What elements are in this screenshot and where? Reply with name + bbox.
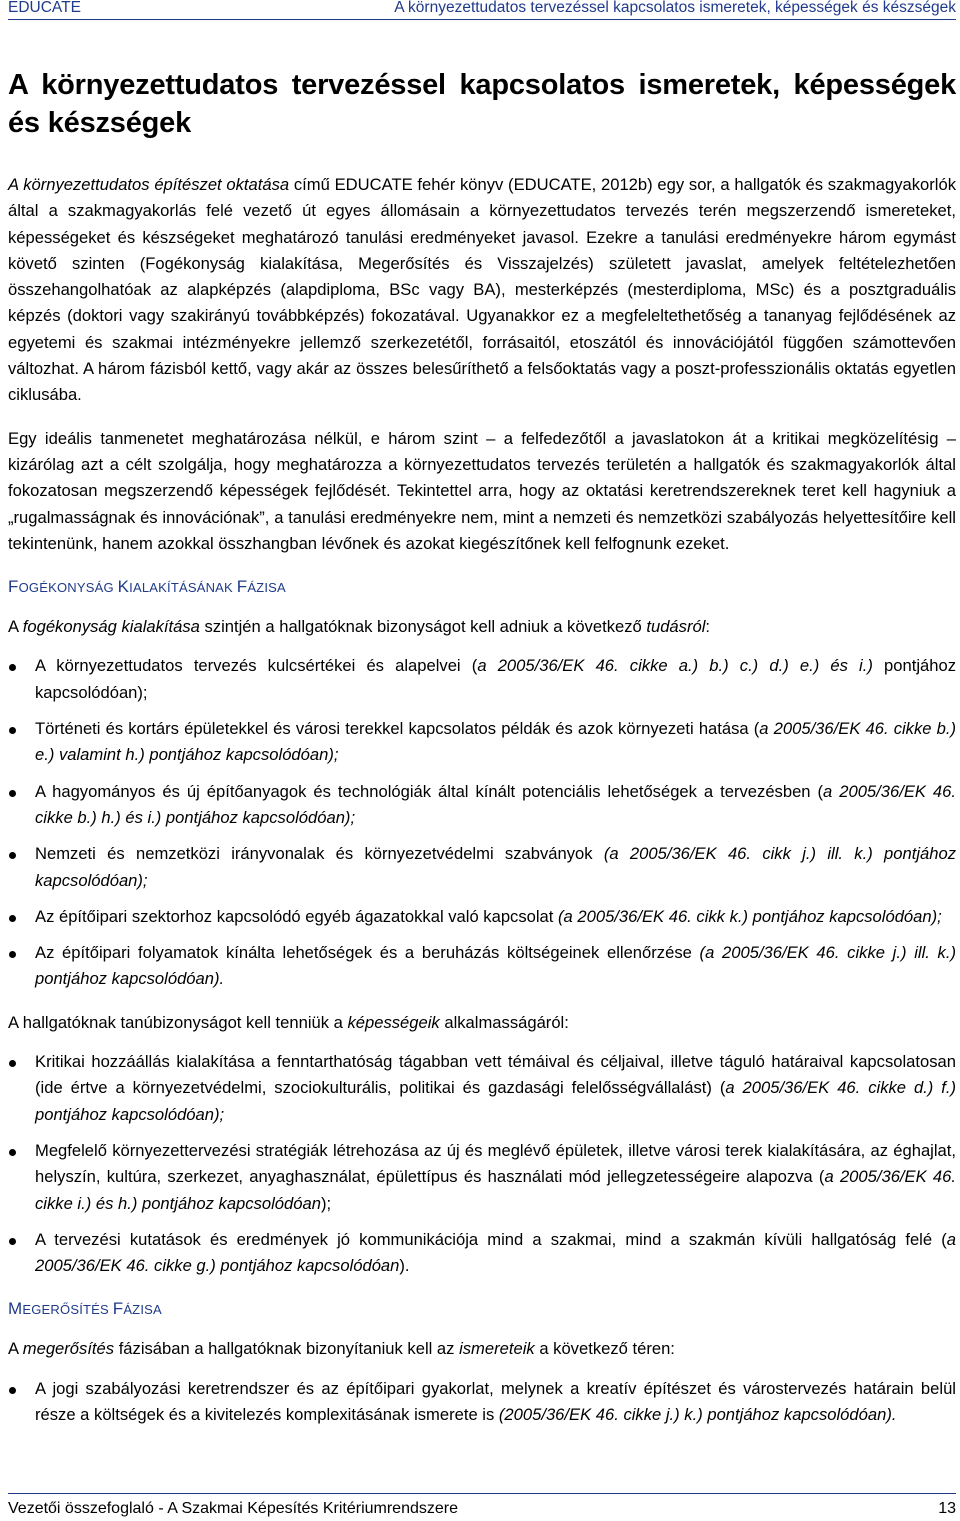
bullet-icon [9, 1149, 16, 1156]
knowledge-intro: A fogékonyság kialakítása szintjén a hallgatóknak bizonyságot kell adniuk a következő tudásról: [8, 617, 711, 637]
list-item: Megfelelő környezettervezési stratégiák létrehozása az új és meglévő épületek, illetve városi terek kialakítására, az éghajlat, helyszín, kultúra, szerkezet, anyaghasználat, épülettípus és használati mód jellegzetességeire alapozva (a 2005/36/EK 46. cikke i.) és h.) pontjához kapcsolódóan); [8, 1138, 956, 1217]
footer-rule [8, 1493, 956, 1494]
bullet-icon [9, 1060, 16, 1067]
consolidation-intro: A megerősítés fázisában a hallgatóknak bizonyítaniuk kell az ismereteik a következő téren: [8, 1339, 675, 1359]
page-number: 13 [938, 1500, 956, 1517]
bullet-icon [9, 915, 16, 922]
running-footer [8, 1499, 956, 1519]
skills-intro: A hallgatóknak tanúbizonyságot kell tenniük a képességeik alkalmasságáról: [8, 1012, 569, 1032]
list-item: Kritikai hozzáállás kialakítása a fenntarthatóság tágabban vett témáival és céljaival, illetve táguló határaival kapcsolatosan (ide értve a környezetvédelmi, szociokulturális, politikai és gazdasági felelősségvállalást) (a 2005/36/EK 46. cikke d.) f.) pontjához kapcsolódóan); [8, 1049, 956, 1128]
list-item: A tervezési kutatások és eredmények jó kommunikációja mind a szakmai, mind a szakmán kívüli hallgatóság felé (a 2005/36/EK 46. cikke g.) pontjához kapcsolódóan). [8, 1227, 956, 1280]
bullet-icon [9, 790, 16, 797]
directive-reference: a 2005/36/EK 46. cikke i.) és h.) pontjához kapcsolódóan [35, 1167, 956, 1213]
header-rule [8, 19, 956, 20]
header-left: EDUCATE [8, 0, 81, 16]
directive-reference: (2005/36/EK 46. cikke j.) k.) pontjához kapcsolódóan). [498, 1404, 897, 1424]
document-body [8, 66, 956, 1445]
page-title: A környezettudatos tervezéssel kapcsolatos ismeretek, képességek és készségek [8, 69, 956, 139]
footer-title: Vezetői összefoglaló - A Szakmai Képesítés Kritériumrendszere [8, 1500, 458, 1517]
directive-reference: a 2005/36/EK 46. cikke b.) e.) valamint h.) pontjához kapcsolódóan); [35, 719, 956, 765]
directive-reference: a 2005/36/EK 46. cikke d.) f.) pontjához kapcsolódóan); [35, 1078, 957, 1124]
skills-list [8, 1049, 956, 1279]
book-title: A környezettudatos építészet oktatása [8, 175, 290, 194]
list-item: Az építőipari folyamatok kínálta lehetőségek és a beruházás költségeinek ellenőrzése (a 2005/36/EK 46. cikke j.) ill. k.) pontjához kapcsolódóan). [8, 940, 956, 993]
directive-reference: a 2005/36/EK 46. cikke g.) pontjához kapcsolódóan [35, 1229, 956, 1276]
section-heading-fogekonysag: FOGÉKONYSÁG KIALAKÍTÁSÁNAK FÁZISA [8, 577, 286, 597]
list-item: A jogi szabályozási keretrendszer és az építőipari gyakorlat, melynek a kreatív építészet és várostervezés határain belül része a költségek és a kivitelezés komplexitásának ismerete is (2005/36/EK 46. cikke j.) k.) pontjához kapcsolódóan). [8, 1376, 956, 1429]
bullet-icon [9, 951, 16, 958]
directive-reference: (a 2005/36/EK 46. cikke j.) ill. k.) pontjához kapcsolódóan). [35, 943, 956, 989]
list-item: A hagyományos és új építőanyagok és technológiák által kínált potenciális lehetőségek a tervezésben (a 2005/36/EK 46. cikke b.) h.) és i.) pontjához kapcsolódóan); [8, 779, 956, 832]
list-item: A környezettudatos tervezés kulcsértékei és alapelvei (a 2005/36/EK 46. cikke a.) b.) c.) d.) e.) és i.) pontjához kapcsolódóan); [8, 653, 956, 706]
list-item: Az építőipari szektorhoz kapcsolódó egyéb ágazatokkal való kapcsolat (a 2005/36/EK 46. cikk k.) pontjához kapcsolódóan); [8, 904, 956, 930]
directive-reference: (a 2005/36/EK 46. cikk j.) ill. k.) pontjához kapcsolódóan); [35, 844, 956, 890]
running-header [8, 0, 956, 17]
list-item: Történeti és kortárs épületekkel és városi terekkel kapcsolatos példák és azok környezeti hatása (a 2005/36/EK 46. cikke b.) e.) valamint h.) pontjához kapcsolódóan); [8, 716, 956, 769]
directive-reference: a 2005/36/EK 46. cikke a.) b.) c.) d.) e.) és i.) [477, 656, 873, 676]
directive-reference: (a 2005/36/EK 46. cikk k.) pontjához kapcsolódóan); [558, 906, 942, 926]
bullet-icon [9, 664, 16, 671]
list-item: Nemzeti és nemzetközi irányvonalak és környezetvédelmi szabványok (a 2005/36/EK 46. cikk j.) ill. k.) pontjához kapcsolódóan); [8, 841, 956, 894]
consolidation-list [8, 1376, 956, 1429]
bullet-icon [9, 1238, 16, 1245]
header-right: A környezettudatos tervezéssel kapcsolatos ismeretek, képességek és készségek [394, 0, 956, 16]
bullet-icon [9, 852, 16, 859]
knowledge-list [8, 653, 956, 992]
bullet-icon [9, 727, 16, 734]
bullet-icon [9, 1387, 16, 1394]
directive-reference: a 2005/36/EK 46. cikke b.) h.) és i.) pontjához kapcsolódóan); [35, 781, 956, 827]
section-heading-megerosites: MEGERŐSÍTÉS FÁZISA [8, 1299, 162, 1319]
second-paragraph: Egy ideális tanmenetet meghatározása nélkül, e három szint – a felfedezőtől a javaslatokon át a kritikai megközelítésig – kizárólag azt a célt szolgálja, hogy meghatározza a környezettudatos tervezés területén a hallgatók és szakmagyakorlók által fokozatosan megszerzendő képességek fejlődését. Tekintettel arra, hogy az oktatási keretrendszereknek teret kell hagyniuk a „rugalmasságnak és innovációnak”, a tanulási eredményekre nem, mint a nemzeti és nemzetközi szabályozás helyettesítőire kell tekintenünk, hanem azokkal összhangban lévőnek és azokat kiegészítőnek kell felfognunk ezeket. [8, 428, 956, 553]
intro-paragraph: A környezettudatos építészet oktatása című EDUCATE fehér könyv (EDUCATE, 2012b) egy sor, a hallgatók és szakmagyakorlók által a szakmagyakorlás felé vezető út egyes állomásain a környezettudatos tervezés terén megszerzendő ismereteket, képességeket és készségeket meghatározó tanulási eredményeket javasol. Ezekre a tanulási eredményekre három egymást követő szinten (Fogékonyság kialakítása, Megerősítés és Visszajelzés) született javaslat, amelyek feltételezhetően összehangolhatóak az alapképzés (alapdiploma, BSc vagy BA), mesterképzés (mesterdiploma, MSc) és a posztgraduális képzés (doktori vagy szakirányú továbbképzés) fokozatával. Ugyanakkor ez a megfeleltethetőség a tananyag fejlődésének az egyetemi és szakmai intézményekre jellemző szerkezetétől, forrásaitól, etoszától és innovációjától függően számottevően változhat. A három fázisból kettő, vagy akár az összes belesűríthető a felsőoktatás vagy a poszt-professzionális oktatás egyetlen ciklusába. [8, 175, 956, 405]
